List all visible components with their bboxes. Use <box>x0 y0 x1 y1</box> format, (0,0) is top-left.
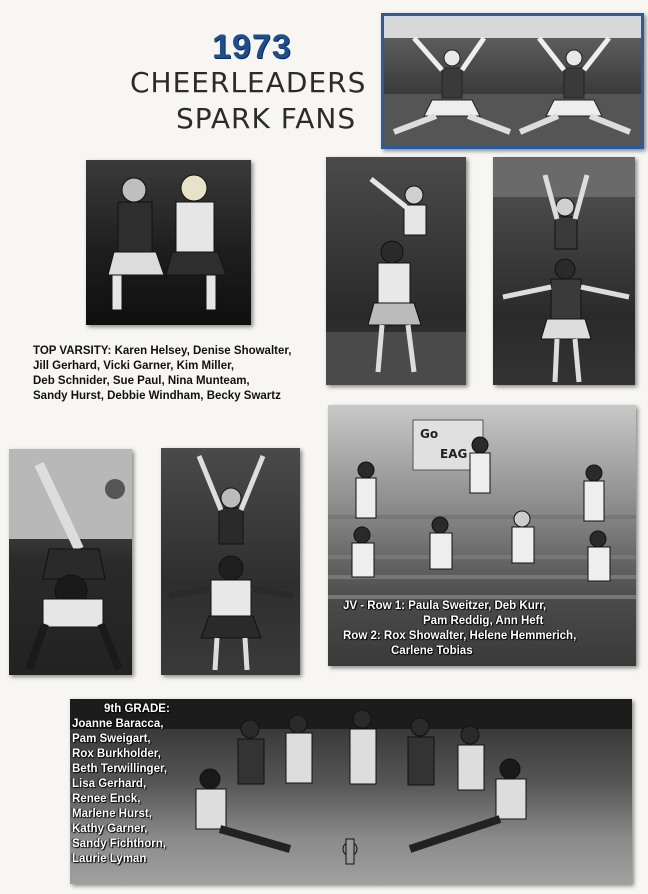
ninth-grade-caption <box>72 702 170 867</box>
headline-line-1: CHEERLEADERS <box>130 66 367 99</box>
caption-line: Kathy Garner, <box>72 823 148 835</box>
caption-line: Laurie Lyman <box>72 853 147 865</box>
caption-line: Sandy Fichthorn, <box>72 838 166 850</box>
caption-line: Row 2: Rox Showalter, Helene Hemmerich, <box>343 630 577 642</box>
jv-sign-text-2: EAG <box>440 447 468 461</box>
caption-line: JV - Row 1: Paula Sweitzer, Deb Kurr, <box>343 600 547 612</box>
caption-line: Rox Burkholder, <box>72 748 161 760</box>
caption-line: Carlene Tobias <box>391 645 473 657</box>
photo-illustration <box>9 449 132 675</box>
caption-line: Renee Enck, <box>72 793 141 805</box>
photo-illustration <box>493 157 635 385</box>
jv-sign-text-1: Go <box>420 427 439 441</box>
varsity-caption <box>33 344 291 404</box>
caption-line: Pam Reddig, Ann Heft <box>423 615 544 627</box>
photo-illustration <box>161 448 300 675</box>
caption-line: Marlene Hurst, <box>72 808 152 820</box>
photo-illustration <box>86 160 251 325</box>
caption-line: 9th GRADE: <box>104 703 170 715</box>
photo-cheerleader-kick <box>9 449 132 675</box>
caption-line: Deb Schnider, Sue Paul, Nina Munteam, <box>33 375 250 387</box>
jv-caption <box>343 599 576 659</box>
photo-two-cheerleaders-pose <box>86 160 251 325</box>
photo-illustration <box>326 157 466 385</box>
photo-two-cheerleaders-jumping <box>381 13 644 149</box>
caption-line: Lisa Gerhard, <box>72 778 147 790</box>
photo-cheerleader-stack <box>493 157 635 385</box>
caption-line: Jill Gerhard, Vicki Garner, Kim Miller, <box>33 360 235 372</box>
photo-cheerleaders-arms-up <box>161 448 300 675</box>
caption-line: Pam Sweigart, <box>72 733 151 745</box>
photo-cheerleader-on-shoulders <box>326 157 466 385</box>
caption-line: Beth Terwillinger, <box>72 763 167 775</box>
caption-line: Sandy Hurst, Debbie Windham, Becky Swartz <box>33 390 281 402</box>
jv-row-front <box>352 511 610 581</box>
photo-illustration <box>384 16 641 146</box>
caption-line: TOP VARSITY: Karen Helsey, Denise Showalter, <box>33 345 292 357</box>
headline-line-2: SPARK FANS <box>176 102 357 135</box>
jv-row-back <box>356 437 604 521</box>
caption-line: Joanne Baracca, <box>72 718 164 730</box>
yearbook-year: 1973 <box>212 28 292 66</box>
